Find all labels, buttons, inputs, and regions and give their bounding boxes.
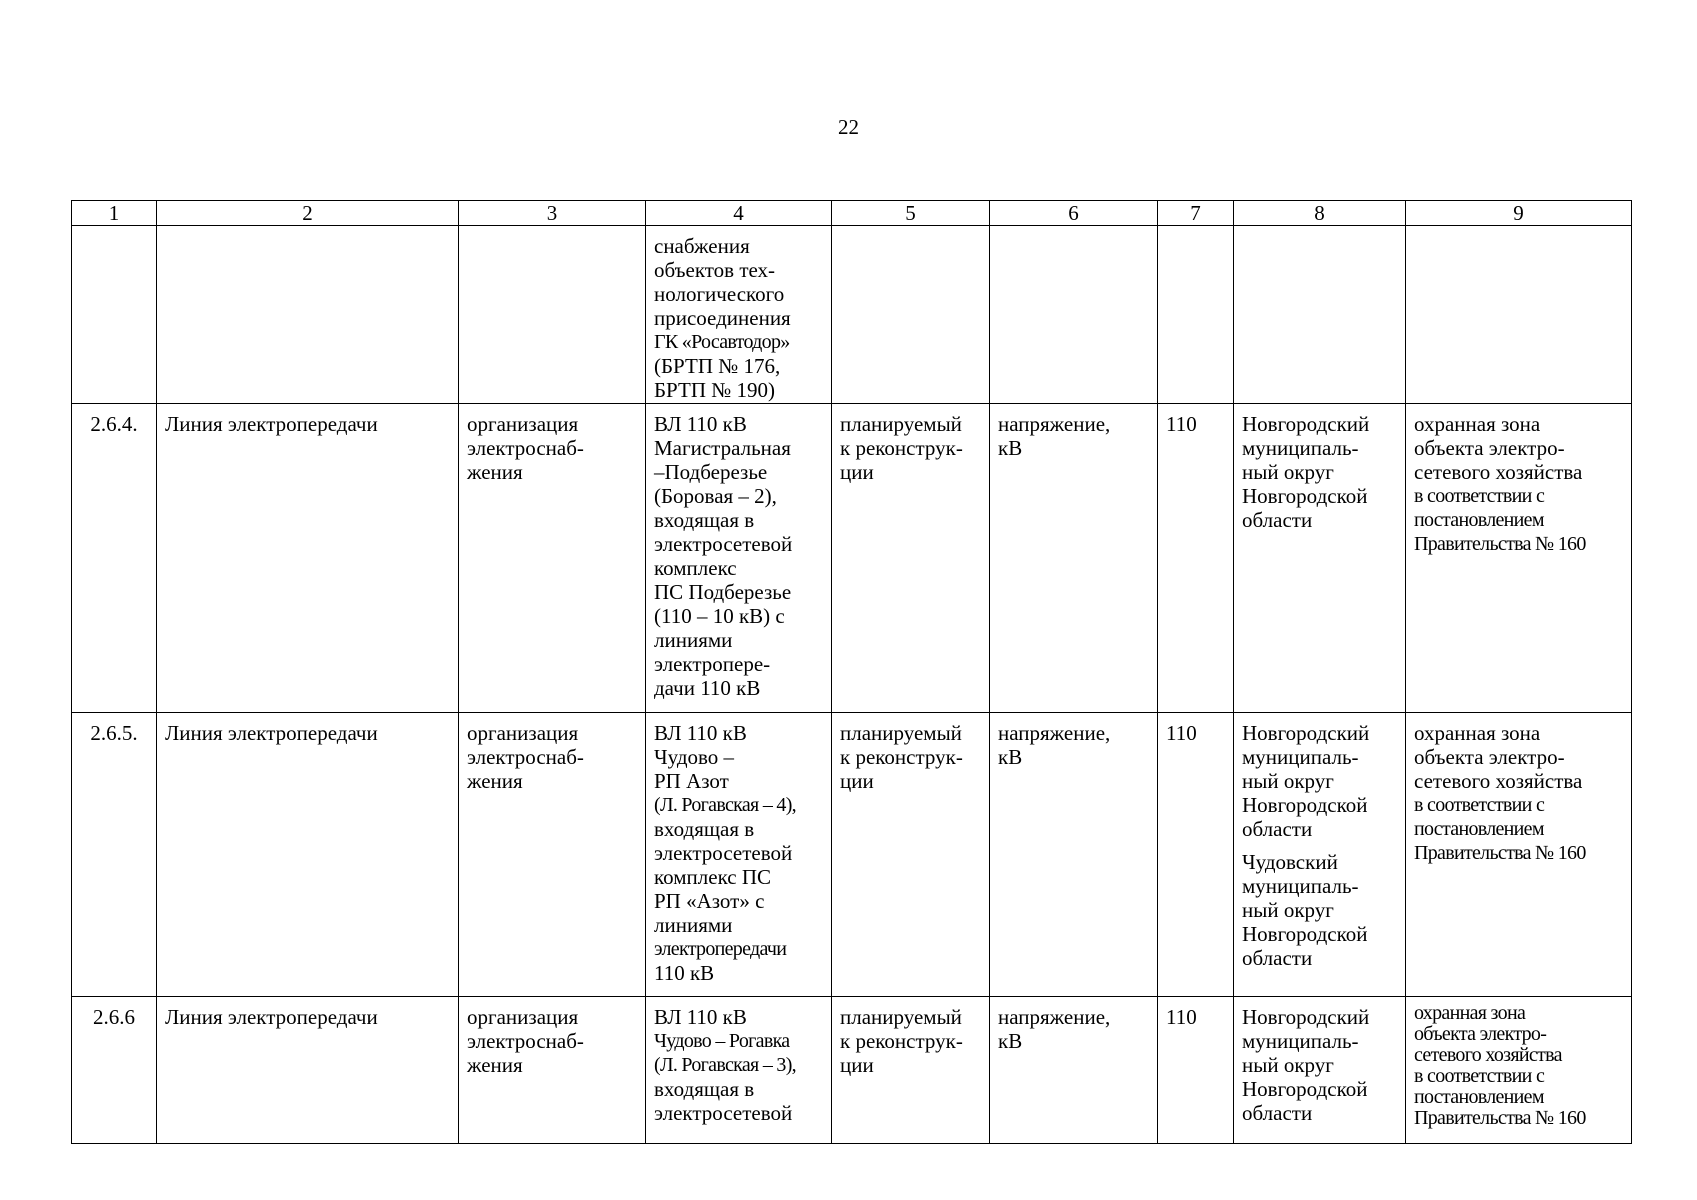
text-line: сетевого хозяйства (1414, 460, 1583, 484)
text-line: ВЛ 110 кВ (654, 412, 747, 436)
column-header: 3 (459, 201, 646, 226)
cell-object-type: Линия электропередачи (157, 997, 459, 1144)
cell-number (72, 226, 157, 404)
text-line: электропере- (654, 652, 771, 676)
cell-number: 2.6.5. (72, 713, 157, 997)
cell-location: Новгородский муниципаль- ный округ Новгородской области (1234, 404, 1406, 713)
text-line: линиями (654, 628, 733, 652)
column-header: 5 (832, 201, 990, 226)
cell-value (1158, 226, 1234, 404)
text-line: охранная зона (1414, 412, 1541, 436)
text-line: в соответствии с (1414, 485, 1545, 507)
cell-zone (1406, 404, 1632, 713)
cell-value: 110 (1158, 713, 1234, 997)
cell-zone (1406, 997, 1632, 1144)
cell-characteristic: напряжение, кВ (990, 997, 1158, 1144)
cell-purpose (459, 226, 646, 404)
column-header: 4 (646, 201, 832, 226)
cell-value: 110 (1158, 997, 1234, 1144)
text-line: РП Азот (654, 769, 729, 793)
cell-number: 2.6.4. (72, 404, 157, 713)
cell-status: планируемый к реконструк- ции (832, 404, 990, 713)
table-row (72, 713, 1632, 997)
text-line: (Боровая – 2), (654, 484, 777, 508)
text-line: входящая в (654, 1077, 755, 1101)
text-line: комплекс ПС (654, 865, 771, 889)
column-header: 1 (72, 201, 157, 226)
text-line: входящая в (654, 817, 755, 841)
text-line: постановлением (1414, 509, 1544, 531)
text-line: БРТП № 190) (654, 378, 776, 402)
text-line: снабжения (654, 234, 750, 258)
cell-characteristic: напряжение, кВ (990, 404, 1158, 713)
text-line: ВЛ 110 кВ (654, 721, 747, 745)
column-header: 7 (1158, 201, 1234, 226)
text-line: сетевого хозяйства (1414, 769, 1583, 793)
column-header: 8 (1234, 201, 1406, 226)
text-line: в соответствии с (1414, 794, 1545, 816)
text-line: РП «Азот» с (654, 889, 765, 913)
cell-characteristic (990, 226, 1158, 404)
text-line: ПС Подберезье (654, 580, 792, 604)
location-novgorodsky: Новгородский муниципаль- ный округ Новгородской области (1242, 721, 1370, 841)
text-line: Чудово – Рогавка (654, 1030, 790, 1052)
page-number: 22 (838, 115, 859, 139)
text-line: комплекс (654, 556, 737, 580)
text-line: нологического (654, 282, 785, 306)
text-line: сетевого хозяйства (1414, 1044, 1562, 1066)
cell-status (832, 226, 990, 404)
text-line: постановлением (1414, 1086, 1544, 1108)
text-line: Чудово – (654, 745, 735, 769)
text-line: объекта электро- (1414, 745, 1565, 769)
text-line: объекта электро- (1414, 1023, 1547, 1045)
location-chudovsky: Чудовский муниципаль- ный округ Новгородской области (1242, 850, 1368, 970)
text-line: линиями (654, 913, 733, 937)
text-line: объекта электро- (1414, 436, 1565, 460)
cell-object-type (157, 226, 459, 404)
text-line: постановлением (1414, 818, 1544, 840)
text-line: в соответствии с (1414, 1065, 1545, 1087)
text-line: Магистральная (654, 436, 791, 460)
cell-purpose: организация электроснаб- жения (459, 404, 646, 713)
cell-status: планируемый к реконструк- ции (832, 997, 990, 1144)
cell-zone (1406, 713, 1632, 997)
text-line: электросетевой (654, 841, 793, 865)
text-line: электропередачи (654, 938, 787, 960)
cell-object-name (646, 997, 832, 1144)
registry-table (71, 200, 1632, 1144)
text-line: присоединения (654, 306, 791, 330)
text-line: электросетевой (654, 1101, 793, 1125)
cell-object-name (646, 226, 832, 404)
cell-object-type: Линия электропередачи (157, 404, 459, 713)
text-line: охранная зона (1414, 721, 1541, 745)
cell-location: Новгородский муниципаль- ный округ Новгородской области (1234, 997, 1406, 1144)
cell-object-name (646, 404, 832, 713)
text-line: (Л. Рогавская – 4), (654, 794, 796, 816)
text-line: Правительства № 160 (1414, 842, 1586, 864)
text-line: (110 – 10 кВ) с (654, 604, 785, 628)
text-line: Правительства № 160 (1414, 1107, 1586, 1129)
cell-purpose: организация электроснаб- жения (459, 997, 646, 1144)
cell-purpose: организация электроснаб- жения (459, 713, 646, 997)
text-line: ГК «Росавтодор» (654, 331, 790, 353)
text-line: 110 кВ (654, 961, 715, 985)
column-header: 2 (157, 201, 459, 226)
table-row (72, 404, 1632, 713)
text-line: –Подберезье (654, 460, 768, 484)
cell-status: планируемый к реконструк- ции (832, 713, 990, 997)
cell-value: 110 (1158, 404, 1234, 713)
cell-location (1234, 226, 1406, 404)
table-row (72, 997, 1632, 1144)
column-header: 6 (990, 201, 1158, 226)
text-line: ВЛ 110 кВ (654, 1005, 747, 1029)
text-line: входящая в (654, 508, 755, 532)
text-line: объектов тех- (654, 258, 776, 282)
text-line: (Л. Рогавская – 3), (654, 1054, 796, 1076)
cell-object-type: Линия электропередачи (157, 713, 459, 997)
cell-object-name (646, 713, 832, 997)
column-header: 9 (1406, 201, 1632, 226)
text-line: электросетевой (654, 532, 793, 556)
table-row (72, 226, 1632, 404)
cell-zone (1406, 226, 1632, 404)
text-line: (БРТП № 176, (654, 354, 781, 378)
text-line: Правительства № 160 (1414, 533, 1586, 555)
cell-characteristic: напряжение, кВ (990, 713, 1158, 997)
text-line: охранная зона (1414, 1002, 1526, 1024)
cell-location (1234, 713, 1406, 997)
column-number-row (72, 201, 1632, 226)
text-line: дачи 110 кВ (654, 676, 761, 700)
cell-number: 2.6.6 (72, 997, 157, 1144)
